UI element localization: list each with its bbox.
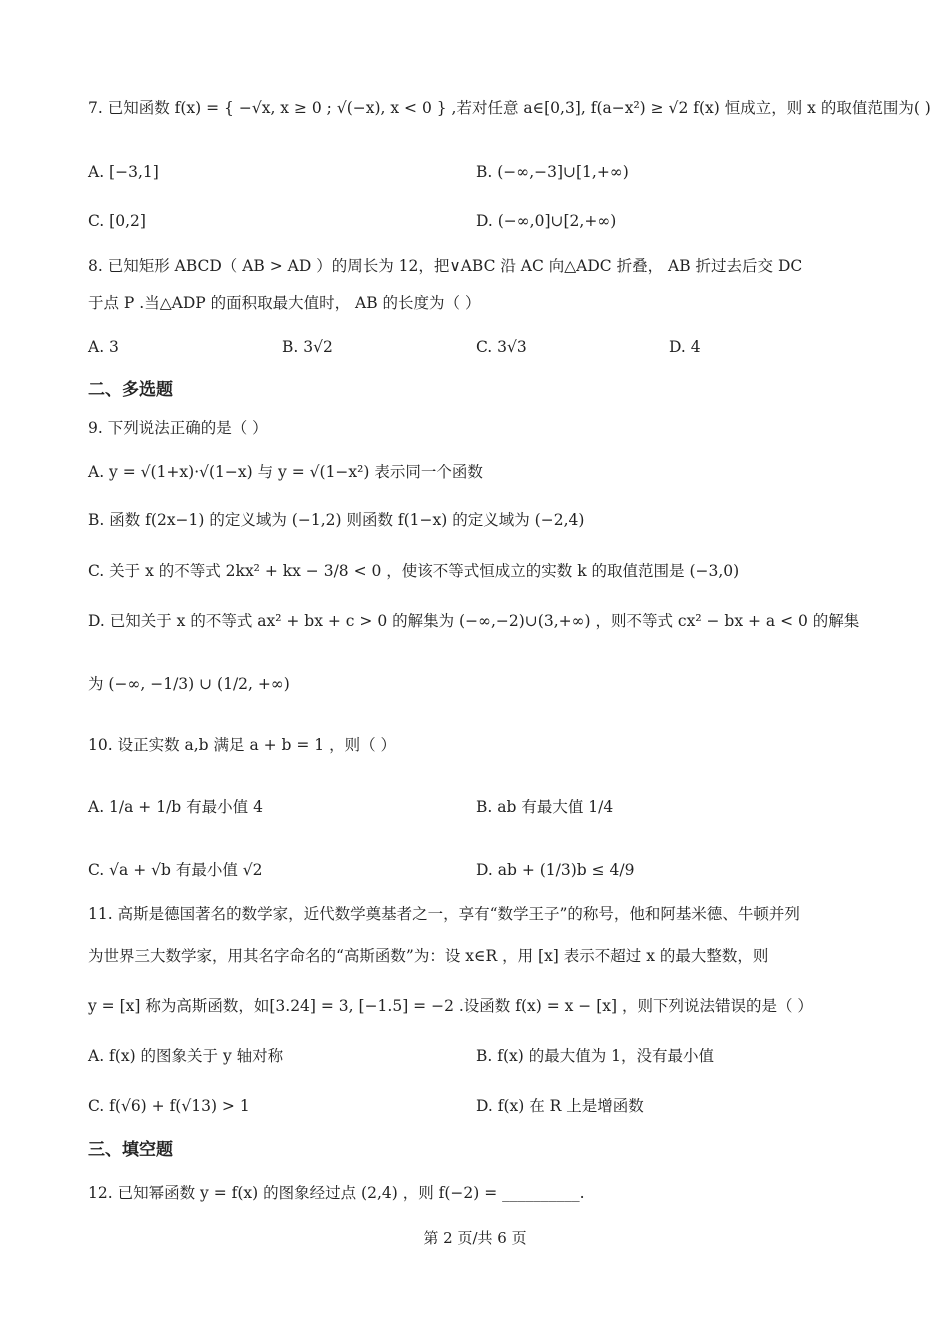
q8-option-b: B. 3√2 [282,338,333,356]
q10-stem: 10. 设正实数 a,b 满足 a + b = 1 ，则（ ） [88,736,397,754]
q8-line2: 于点 P .当△ADP 的面积取最大值时， AB 的长度为（ ） [88,294,481,312]
q8-option-c: C. 3√3 [476,338,527,356]
q10-option-b: B. ab 有最大值 1/4 [476,798,614,816]
q9-option-a: A. y = √(1+x)·√(1−x) 与 y = √(1−x²) 表示同一个函数 [88,463,483,481]
q12-stem: 12. 已知幂函数 y = f(x) 的图象经过点 (2,4) ，则 f(−2) = __________. [88,1184,585,1202]
q9-option-b: B. 函数 f(2x−1) 的定义域为 (−1,2) 则函数 f(1−x) 的定义域为 (−2,4) [88,511,585,529]
q11-option-b: B. f(x) 的最大值为 1，没有最小值 [476,1047,715,1065]
q8-option-a: A. 3 [88,338,119,356]
q7-option-d: D. (−∞,0]∪[2,+∞) [476,212,617,230]
q9-option-c: C. 关于 x 的不等式 2kx² + kx − 3/8 < 0 ，使该不等式恒成立的实数 k 的取值范围是 (−3,0) [88,562,740,580]
q11-line2: 为世界三大数学家，用其名字命名的“高斯函数”为：设 x∈R ，用 [x] 表示不超过 x 的最大整数，则 [88,947,769,965]
q7-option-a: A. [−3,1] [88,163,159,181]
section-heading-multiple-choice: 二、多选题 [88,380,173,400]
section-heading-fill-in: 三、填空题 [88,1140,173,1160]
q11-option-d: D. f(x) 在 R 上是增函数 [476,1097,644,1115]
q8-option-d: D. 4 [669,338,701,356]
q9-option-d-line1: D. 已知关于 x 的不等式 ax² + bx + c > 0 的解集为 (−∞,−2)∪(3,+∞) ，则不等式 cx² − bx + a < 0 的解集 [88,612,860,630]
q7-stem: 7. 已知函数 f(x) = { −√x, x ≥ 0 ; √(−x), x < 0 } ,若对任意 a∈[0,3], f(a−x²) ≥ √2 f(x) 恒成立，则 x 的取值范围为( ) [88,99,931,117]
q9-stem: 9. 下列说法正确的是（ ） [88,419,268,437]
q9-option-d-line2: 为 (−∞, −1/3) ∪ (1/2, +∞) [88,675,290,693]
q8-line1: 8. 已知矩形 ABCD（ AB > AD ）的周长为 12，把∨ABC 沿 AC 向△ADC 折叠， AB 折过去后交 DC [88,257,803,275]
q11-option-a: A. f(x) 的图象关于 y 轴对称 [88,1047,284,1065]
q10-option-a: A. 1/a + 1/b 有最小值 4 [88,798,263,816]
q10-option-c: C. √a + √b 有最小值 √2 [88,861,263,879]
q7-option-b: B. (−∞,−3]∪[1,+∞) [476,163,629,181]
page-footer: 第 2 页/共 6 页 [423,1229,527,1247]
q11-option-c: C. f(√6) + f(√13) > 1 [88,1097,250,1115]
q7-option-c: C. [0,2] [88,212,146,230]
q11-line3: y = [x] 称为高斯函数，如[3.24] = 3, [−1.5] = −2 .设函数 f(x) = x − [x] ，则下列说法错误的是（ ） [88,997,813,1015]
q10-option-d: D. ab + (1/3)b ≤ 4/9 [476,861,635,879]
q11-line1: 11. 高斯是德国著名的数学家，近代数学奠基者之一，享有“数学王子”的称号，他和阿基米德、牛顿并列 [88,905,800,923]
